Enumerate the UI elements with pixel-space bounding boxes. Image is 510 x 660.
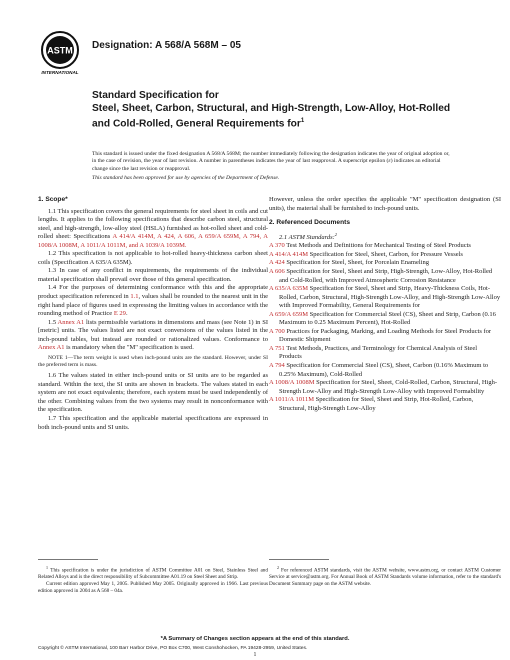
title-main: Steel, Sheet, Carbon, Structural, and High-Strength, Low-Alloy, Hot-Rolled and Cold-Rolled, General Requirements for xyxy=(92,102,451,130)
reference-item xyxy=(269,268,501,285)
refs-heading: 2. Referenced Documents xyxy=(269,219,350,227)
para-1-7: 1.7 This specification and the applicable material specifications are expressed in both inch-pound units and SI units. xyxy=(38,414,268,431)
document-title xyxy=(92,90,452,131)
reference-code-link[interactable]: A 635/A 635M xyxy=(269,285,309,293)
summary-of-changes-note: *A Summary of Changes section appears at the end of this standard. xyxy=(160,636,350,642)
astm-standards-label xyxy=(269,231,501,243)
reference-title: Specification for Steel, Sheet and Strip, Hot-Rolled, Carbon, Structural, High-Strength Low-Alloy xyxy=(279,396,474,412)
reference-item xyxy=(269,396,501,413)
footnote-2-text: $^2$ For referenced ASTM standards, visit the ASTM website, www.astm.org, or contact ASTM Customer Service at service@astm.org. For Annual Book of ASTM Standards volume information, refer to the standard's Document Summary page on the ASTM website. xyxy=(269,565,502,587)
reference-code-link[interactable]: A 1011/A 1011M xyxy=(269,396,315,404)
logo-text: ASTM xyxy=(47,45,73,56)
para-1-3: 1.3 In case of any conflict in requirements, the requirements of the individual material specification shall prevail over those of this general specification. xyxy=(38,267,268,283)
right-column xyxy=(269,196,501,413)
link-annex-a1[interactable]: Annex A1 xyxy=(57,318,85,326)
para-1-5-text-b: lists permissible variations in dimensions and mass (see Note 1) in SI [metric] units. The values listed are not exact conversions of the values listed in the inch-pound tables, but instead are rounded or rationalized values. Conformance to xyxy=(38,318,268,343)
para-1-4-text-c: . xyxy=(125,310,128,318)
page-number: 1 xyxy=(253,652,257,658)
para-1-5 xyxy=(38,319,268,353)
footnote-rule-right xyxy=(269,559,329,560)
notice-text: This standard is issued under the fixed designation A 568/A 568M; the number immediately following the designation indicates the year of original adoption or, in the case of revision, the year of last revision. A number in parentheses indicates the year of last reapproval. A superscript epsilon (ε) indicates an editorial change since the last revision or reapproval. xyxy=(92,151,450,172)
note-1: NOTE 1—The term weight is used when inch-pound units are the standard. However, under SI the preferred term is mass. xyxy=(38,354,268,369)
reference-title: Specification for Steel, Sheet and Strip, High-Strength, Low-Alloy, Hot-Rolled and Cold-Rolled, with Improved Atmospheric Corrosion Resistance xyxy=(279,267,493,284)
reference-code-link[interactable]: A 1008/A 1008M xyxy=(269,379,315,387)
reference-code-link[interactable]: A 751 xyxy=(269,344,285,352)
para-1-4 xyxy=(38,284,268,318)
link-e29[interactable]: E 29 xyxy=(113,310,126,318)
reference-title: Specification for Steel, Sheet, Carbon, for Pressure Vessels xyxy=(308,250,463,258)
reference-list xyxy=(269,242,501,413)
para-1-5-text-a: 1.5 xyxy=(48,318,58,326)
reference-code-link[interactable]: A 370 xyxy=(269,242,285,250)
reference-title: Specification for Commercial Steel (CS), Sheet, Carbon (0.16% Maximum to 0.25% Maximum), Cold-Rolled xyxy=(279,362,489,378)
dod-approval: This standard has been approved for use by agencies of the Department of Defense. xyxy=(92,175,280,181)
link-annex-a1-2[interactable]: Annex A1 xyxy=(38,344,65,352)
reference-item xyxy=(269,311,501,328)
copyright: Copyright © ASTM International, 100 Barr Harbor Drive, PO Box C700, West Conshohocken, PA 19428-2959, United States. xyxy=(38,646,308,651)
reference-code-link[interactable]: A 659/A 659M xyxy=(269,310,309,318)
reference-title: Specification for Steel, Sheet, Cold-Rolled, Carbon, Structural, High-Strength Low-Alloy and High-Strength Low-Alloy with Improved Formability xyxy=(279,379,498,395)
para-1-1-links[interactable]: A 414/A 414M, A 424, A 606, A 659/A 659M, A 794, A 1008/A 1008M, A 1011/A 1011M, and A 1039/A 1039M. xyxy=(38,233,268,249)
reference-item xyxy=(269,259,501,268)
link-section-1-1[interactable]: 1.1 xyxy=(130,293,139,301)
footnote-rule-left xyxy=(38,559,98,560)
title-line1: Standard Specification for xyxy=(92,90,219,101)
logo-subtext: INTERNATIONAL xyxy=(41,70,79,75)
footnote-1 xyxy=(38,565,268,594)
title-line2 xyxy=(92,103,452,132)
astm-standards-text: 2.1 ASTM Standards: xyxy=(279,233,335,241)
reference-title: Test Methods and Definitions for Mechanical Testing of Steel Products xyxy=(284,242,471,250)
reference-title: Practices for Packaging, Marking, and Loading Methods for Steel Products for Domestic Shipment xyxy=(279,327,492,344)
reference-item xyxy=(269,379,501,396)
reference-item xyxy=(269,345,501,362)
reference-code-link[interactable]: A 606 xyxy=(269,267,285,275)
scope-heading: 1. Scope* xyxy=(38,196,68,203)
reference-title: Test Methods, Practices, and Terminology for Chemical Analysis of Steel Products xyxy=(279,344,478,361)
footnote-1-a: $^1$ This specification is under the jurisdiction of ASTM Committee A01 on Steel, Stainless Steel and Related Alloys and is the direct responsibility of Subcommittee A01.19 on Steel Sheet and Strip. xyxy=(38,565,268,581)
para-1-4-text-a: 1.4 For the purposes of determining conformance with this and the appropriate product specification referenced in xyxy=(38,284,268,301)
title-footnote-marker: 1 xyxy=(300,118,305,125)
reference-item xyxy=(269,328,501,345)
reference-code-link[interactable]: A 700 xyxy=(269,327,285,335)
reference-code-link[interactable]: A 424 xyxy=(269,259,285,267)
reference-title: Specification for Steel, Sheet, for Porcelain Enameling xyxy=(284,259,429,267)
footnote-1-a-text: This specification is under the jurisdiction of ASTM Committee A01 on Steel, Stainless Steel and Related Alloys and is the direct responsibility of Subcommittee A01.19 on Steel Sheet and Strip. xyxy=(38,567,268,581)
reference-code-link[interactable]: A 794 xyxy=(269,362,285,369)
para-1-5-text-c: is mandatory when the "M" specification is used. xyxy=(64,344,194,352)
astm-logo xyxy=(38,30,82,76)
reference-title: Specification for Steel, Sheet and Strip, Heavy-Thickness Coils, Hot-Rolled, Carbon, Structural, High-Strength Low-Alloy, and High-Strength Low-Alloy with Improved Formability, General Requirements for xyxy=(279,285,501,310)
para-1-1-text: 1.1 This specification covers the general requirements for steel sheet in coils and cut lengths. It applies to the following specifications that describe carbon steel, structural steel, and high-strength, low-alloy steel (HSLA) furnished as hot-rolled sheet and cold-rolled sheet: Specifications xyxy=(38,207,268,241)
para-1-2: 1.2 This specification is not applicable to hot-rolled heavy-thickness carbon sheet coils (Specification A 635/A 635M). xyxy=(38,250,268,266)
footnote-2-body: For referenced ASTM standards, visit the ASTM website, www.astm.org, or contact ASTM Customer Service at service@astm.org. For Annual Book of ASTM Standards volume information, refer to the standard's Document Summary page on the ASTM website. xyxy=(269,567,502,587)
reference-code-link[interactable]: A 414/A 414M xyxy=(269,250,309,258)
reference-item xyxy=(269,362,501,379)
designation: Designation: A 568/A 568M – 05 xyxy=(92,40,241,51)
para-1-1 xyxy=(38,208,268,251)
reference-item xyxy=(269,242,501,251)
footnote-1-b: Current edition approved May 1, 2005. Published May 2005. Originally approved in 1966. Last previous edition approved in 2004 as A 568 – 04a. xyxy=(38,580,268,594)
issuance-notice xyxy=(92,151,452,173)
left-column xyxy=(38,196,268,432)
footnote-2 xyxy=(269,565,501,588)
para-1-6: 1.6 The values stated in either inch-pound units or SI units are to be regarded as standard. Within the text, the SI units are shown in brackets. The values stated in each system are not exact equivalents; therefore, each system must be used independently of the other. Combining values from the two systems may result in nonconformance with the specification. xyxy=(38,372,268,414)
reference-item xyxy=(269,285,501,311)
astm-footnote-marker: 2 xyxy=(334,231,338,237)
reference-title: Specification for Commercial Steel (CS), Sheet and Strip, Carbon (0.16 Maximum to 0.25 Maximum Percent), Hot-Rolled xyxy=(279,310,496,327)
para-1-4-text-b: , values shall be rounded to the nearest unit in the right hand place of figures used in expressing the limiting values in accordance with the rounding method of Practice xyxy=(38,293,268,318)
para-1-7-continued: However, unless the order specifies the applicable "M" specification designation (SI units), the material shall be furnished to inch-pound units. xyxy=(269,196,501,212)
reference-item xyxy=(269,251,501,260)
